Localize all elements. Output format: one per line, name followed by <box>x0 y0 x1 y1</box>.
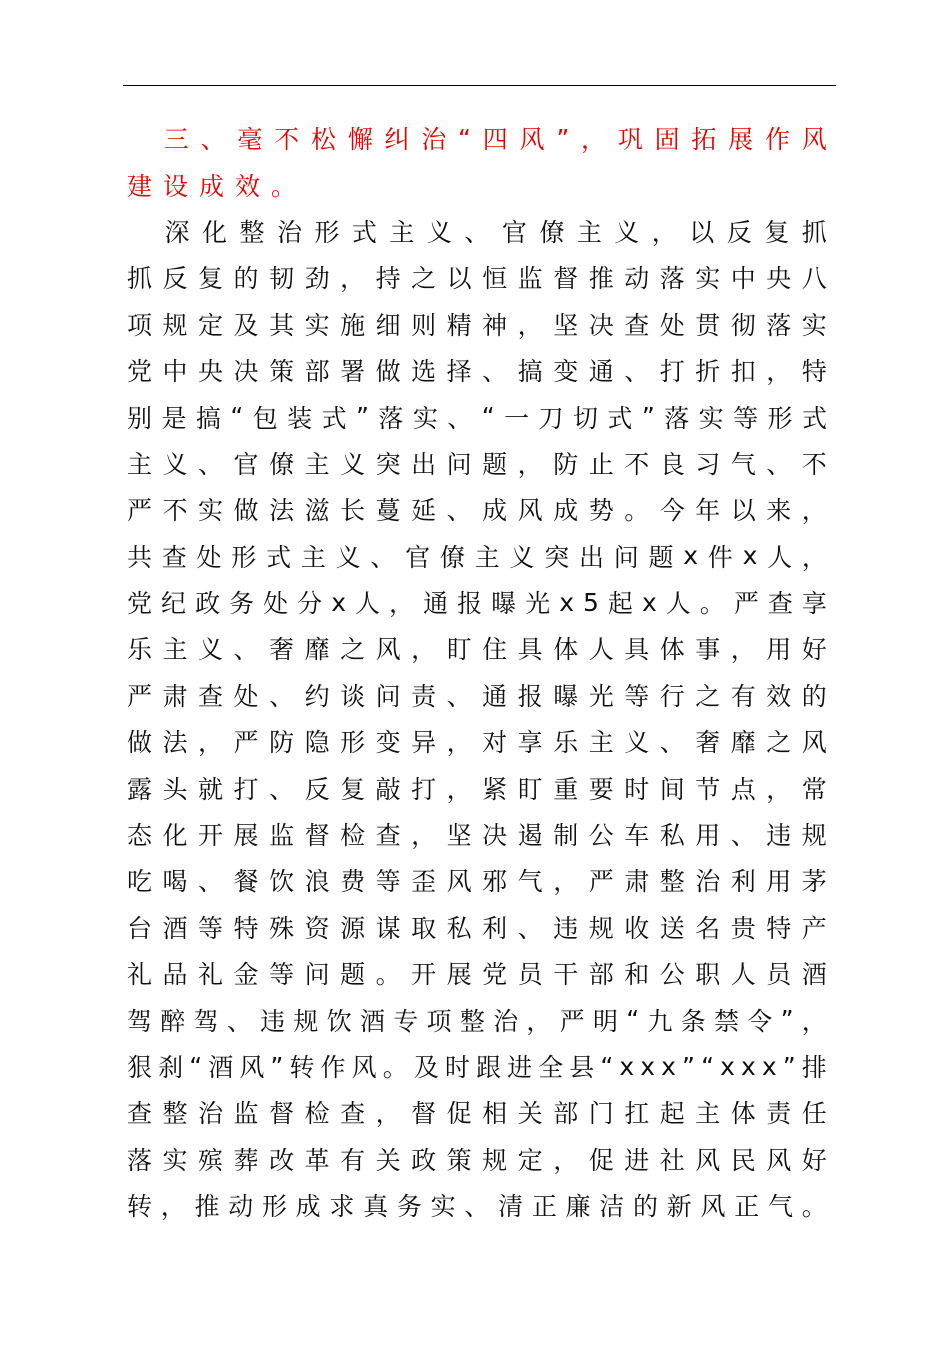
paragraph-line: 共 查 处 形 式 主 义 、 官 僚 主 义 突 出 问 题 x 件 x 人 ， <box>127 541 827 572</box>
paragraph-line: 落 实 殡 葬 改 革 有 关 政 策 规 定 ， 促 进 社 风 民 风 好 <box>127 1145 827 1175</box>
paragraph-line: 项 规 定 及 其 实 施 细 则 精 神 ， 坚 决 查 处 贯 彻 落 实 <box>127 310 827 340</box>
paragraph-line: 台 酒 等 特 殊 资 源 谋 取 私 利 、 违 规 收 送 名 贵 特 产 <box>127 913 827 943</box>
heading-line: 三 、 毫 不 松 懈 纠 治 “ 四 风 ” ， 巩 固 拓 展 作 风 <box>163 123 827 155</box>
paragraph-line: 严 不 实 做 法 滋 长 蔓 延 、 成 风 成 势 。 今 年 以 来 ， <box>127 496 827 526</box>
paragraph-line: 转 ， 推 动 形 成 求 真 务 实 、 清 正 廉 洁 的 新 风 正 气 。 <box>127 1192 827 1222</box>
paragraph-line: 主 义 、 官 僚 主 义 突 出 问 题 ， 防 止 不 良 习 气 、 不 <box>127 449 827 479</box>
body-text <box>127 115 827 1228</box>
header-rule <box>123 85 836 86</box>
heading-line: 建设成效。 <box>127 171 308 201</box>
paragraph-line: 做 法 ， 严 防 隐 形 变 异 ， 对 享 乐 主 义 、 奢 靡 之 风 <box>127 728 827 758</box>
paragraph-line: 露 头 就 打 、 反 复 敲 打 ， 紧 盯 重 要 时 间 节 点 ， 常 <box>127 774 827 804</box>
paragraph-line: 抓 反 复 的 韧 劲 ， 持 之 以 恒 监 督 推 动 落 实 中 央 八 <box>127 264 827 294</box>
paragraph-line: 狠 刹 “ 酒 风 ” 转 作 风 。 及 时 跟 进 全 县 “ x x x ” “ x x x ” 排 <box>127 1051 827 1082</box>
paragraph-line: 吃 喝 、 餐 饮 浪 费 等 歪 风 邪 气 ， 严 肃 整 治 利 用 茅 <box>127 867 827 897</box>
paragraph-line: 驾 醉 驾 、 违 规 饮 酒 专 项 整 治 ， 严 明 “ 九 条 禁 令 ” ， <box>127 1005 827 1036</box>
paragraph-line: 深 化 整 治 形 式 主 义 、 官 僚 主 义 ， 以 反 复 抓 <box>164 217 827 247</box>
paragraph-line: 态 化 开 展 监 督 检 查 ， 坚 决 遏 制 公 车 私 用 、 违 规 <box>127 821 827 851</box>
paragraph-line: 党 中 央 决 策 部 署 做 选 择 、 搞 变 通 、 打 折 扣 ， 特 <box>127 357 827 387</box>
paragraph-line: 查 整 治 监 督 检 查 ， 督 促 相 关 部 门 扛 起 主 体 责 任 <box>127 1099 827 1129</box>
paragraph-line: 礼 品 礼 金 等 问 题 。 开 展 党 员 干 部 和 公 职 人 员 酒 <box>127 960 827 990</box>
paragraph-line: 别 是 搞 “ 包 装 式 ” 落 实 、 “ 一 刀 切 式 ” 落 实 等 形 式 <box>127 402 827 433</box>
paragraph-line: 乐 主 义 、 奢 靡 之 风 ， 盯 住 具 体 人 具 体 事 ， 用 好 <box>127 635 827 665</box>
paragraph-line: 严 肃 查 处 、 约 谈 问 责 、 通 报 曝 光 等 行 之 有 效 的 <box>127 681 827 711</box>
paragraph-line: 党 纪 政 务 处 分 x 人 ， 通 报 曝 光 x 5 起 x 人 。 严 查 享 <box>127 587 827 619</box>
